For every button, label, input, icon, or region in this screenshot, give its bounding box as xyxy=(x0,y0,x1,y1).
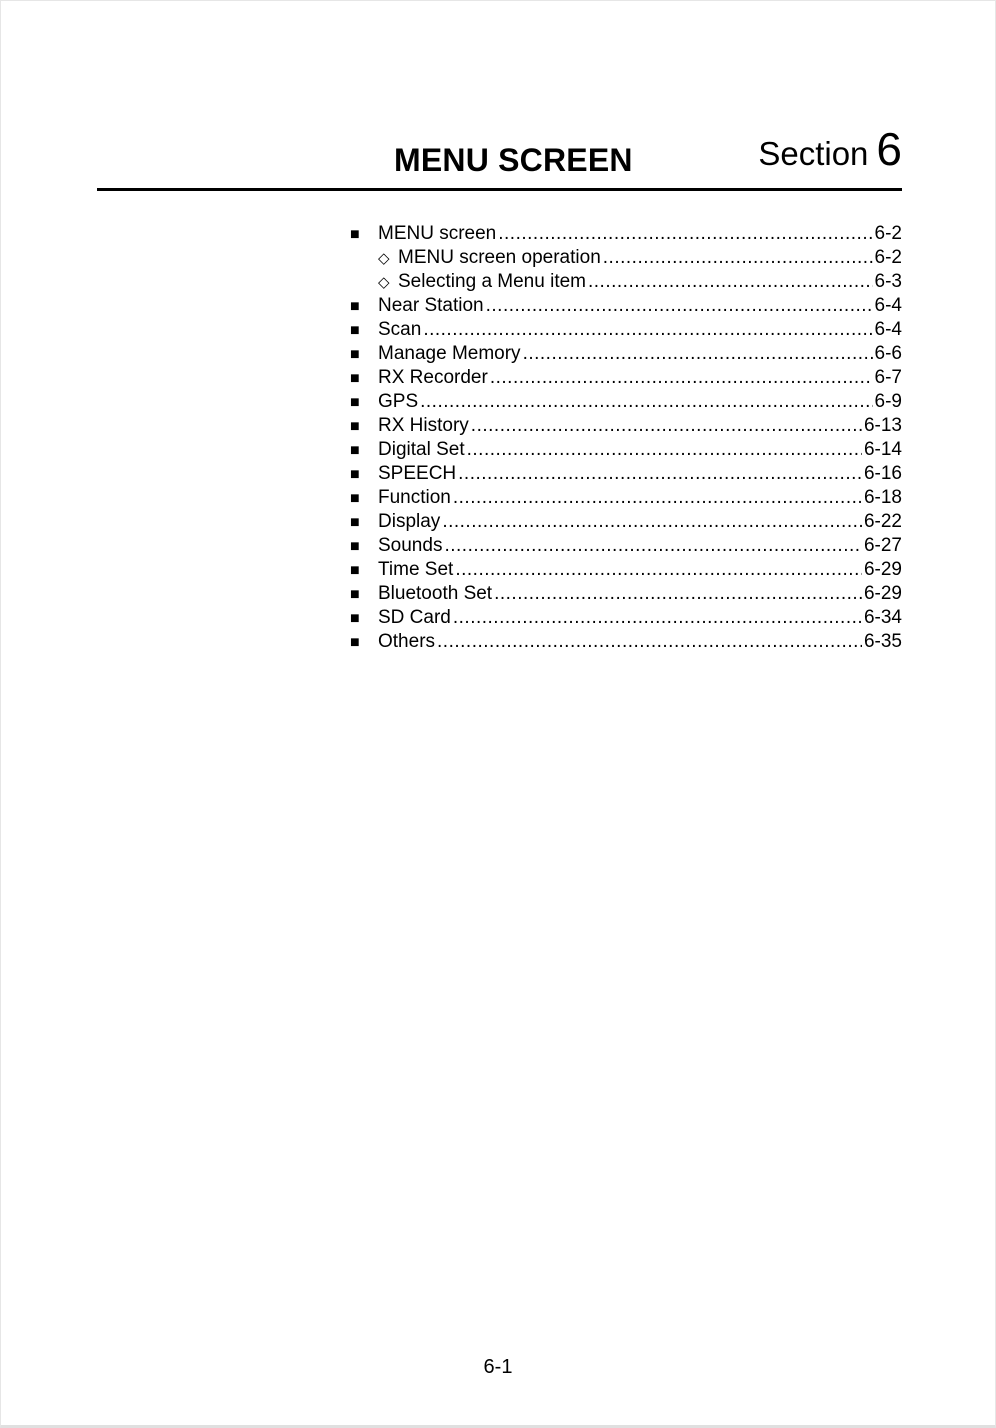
toc-entry[interactable] xyxy=(350,606,902,630)
dot-leader xyxy=(603,246,873,270)
dot-leader xyxy=(458,462,862,486)
toc-entry-page: 6-29 xyxy=(863,559,902,580)
toc-entry[interactable] xyxy=(350,534,902,558)
toc-entry-page: 6-7 xyxy=(874,367,902,388)
dot-leader xyxy=(467,438,862,462)
toc-entry-label: Scan xyxy=(378,319,422,340)
dot-leader xyxy=(437,630,862,654)
toc-entry-page: 6-2 xyxy=(874,223,902,244)
square-bullet-icon: ■ xyxy=(350,514,360,531)
page-number: 6-1 xyxy=(483,1356,513,1378)
section-number: 6 xyxy=(876,123,902,175)
square-bullet-icon: ■ xyxy=(350,586,360,603)
toc-entry-label: Others xyxy=(378,631,436,652)
toc-entry-label: RX History xyxy=(378,415,469,436)
toc-subentry[interactable] xyxy=(350,246,902,270)
square-bullet-icon: ■ xyxy=(350,418,360,435)
page-title: MENU SCREEN xyxy=(394,142,633,178)
toc-entry-page: 6-9 xyxy=(874,391,902,412)
toc-entry[interactable] xyxy=(350,510,902,534)
toc-entry-label: Bluetooth Set xyxy=(378,583,493,604)
toc-entry-label: SD Card xyxy=(378,607,451,628)
square-bullet-icon: ■ xyxy=(350,490,360,507)
square-bullet-icon: ■ xyxy=(350,466,360,483)
dot-leader xyxy=(442,510,862,534)
toc-entry-page: 6-27 xyxy=(863,535,902,556)
table-of-contents xyxy=(350,222,902,654)
toc-entry[interactable] xyxy=(350,294,902,318)
square-bullet-icon: ■ xyxy=(350,370,360,387)
square-bullet-icon: ■ xyxy=(350,610,360,627)
dot-leader xyxy=(420,390,872,414)
toc-entry[interactable] xyxy=(350,342,902,366)
toc-entry[interactable] xyxy=(350,414,902,438)
toc-entry[interactable] xyxy=(350,222,902,246)
toc-entry-label: RX Recorder xyxy=(378,367,488,388)
section-label xyxy=(758,123,902,175)
toc-entry-page: 6-35 xyxy=(863,631,902,652)
toc-entry-label: MENU screen xyxy=(378,223,497,244)
dot-leader xyxy=(494,582,862,606)
toc-entry-page: 6-2 xyxy=(874,247,902,268)
dot-leader xyxy=(490,366,873,390)
toc-entry-page: 6-3 xyxy=(874,271,902,292)
dot-leader xyxy=(588,270,873,294)
toc-entry[interactable] xyxy=(350,390,902,414)
toc-subentry[interactable] xyxy=(350,270,902,294)
toc-entry-label: Function xyxy=(378,487,451,508)
dot-leader xyxy=(455,558,862,582)
toc-entry-label: Display xyxy=(378,511,441,532)
dot-leader xyxy=(453,486,862,510)
square-bullet-icon: ■ xyxy=(350,226,360,243)
square-bullet-icon: ■ xyxy=(350,442,360,459)
toc-entry-page: 6-34 xyxy=(863,607,902,628)
square-bullet-icon: ■ xyxy=(350,538,360,555)
toc-entry[interactable] xyxy=(350,582,902,606)
toc-entry-page: 6-18 xyxy=(863,487,902,508)
square-bullet-icon: ■ xyxy=(350,562,360,579)
toc-entry[interactable] xyxy=(350,486,902,510)
toc-entry-label: MENU screen operation xyxy=(398,247,601,268)
diamond-bullet-icon: ◇ xyxy=(378,274,390,291)
dot-leader xyxy=(453,606,862,630)
toc-entry-label: Manage Memory xyxy=(378,343,521,364)
toc-entry[interactable] xyxy=(350,438,902,462)
toc-entry-page: 6-22 xyxy=(863,511,902,532)
toc-entry[interactable] xyxy=(350,366,902,390)
square-bullet-icon: ■ xyxy=(350,298,360,315)
toc-entry-page: 6-14 xyxy=(863,439,902,460)
toc-entry-label: Near Station xyxy=(378,295,484,316)
toc-entry-page: 6-13 xyxy=(863,415,902,436)
section-header xyxy=(97,120,902,191)
section-word: Section xyxy=(758,135,869,172)
toc-entry-page: 6-4 xyxy=(874,319,902,340)
toc-entry[interactable] xyxy=(350,462,902,486)
square-bullet-icon: ■ xyxy=(350,346,360,363)
square-bullet-icon: ■ xyxy=(350,322,360,339)
toc-entry-page: 6-16 xyxy=(863,463,902,484)
diamond-bullet-icon: ◇ xyxy=(378,250,390,267)
dot-leader xyxy=(486,294,873,318)
dot-leader xyxy=(523,342,873,366)
dot-leader xyxy=(498,222,872,246)
toc-entry[interactable] xyxy=(350,558,902,582)
toc-entry[interactable] xyxy=(350,318,902,342)
toc-entry[interactable] xyxy=(350,630,902,654)
dot-leader xyxy=(444,534,862,558)
toc-entry-page: 6-29 xyxy=(863,583,902,604)
dot-leader xyxy=(471,414,862,438)
toc-entry-page: 6-6 xyxy=(874,343,902,364)
toc-entry-label: Digital Set xyxy=(378,439,465,460)
toc-entry-label: Time Set xyxy=(378,559,454,580)
toc-entry-label: Selecting a Menu item xyxy=(398,271,586,292)
toc-entry-label: Sounds xyxy=(378,535,443,556)
square-bullet-icon: ■ xyxy=(350,634,360,651)
toc-entry-page: 6-4 xyxy=(874,295,902,316)
square-bullet-icon: ■ xyxy=(350,394,360,411)
toc-entry-label: SPEECH xyxy=(378,463,457,484)
toc-entry-label: GPS xyxy=(378,391,419,412)
dot-leader xyxy=(423,318,872,342)
